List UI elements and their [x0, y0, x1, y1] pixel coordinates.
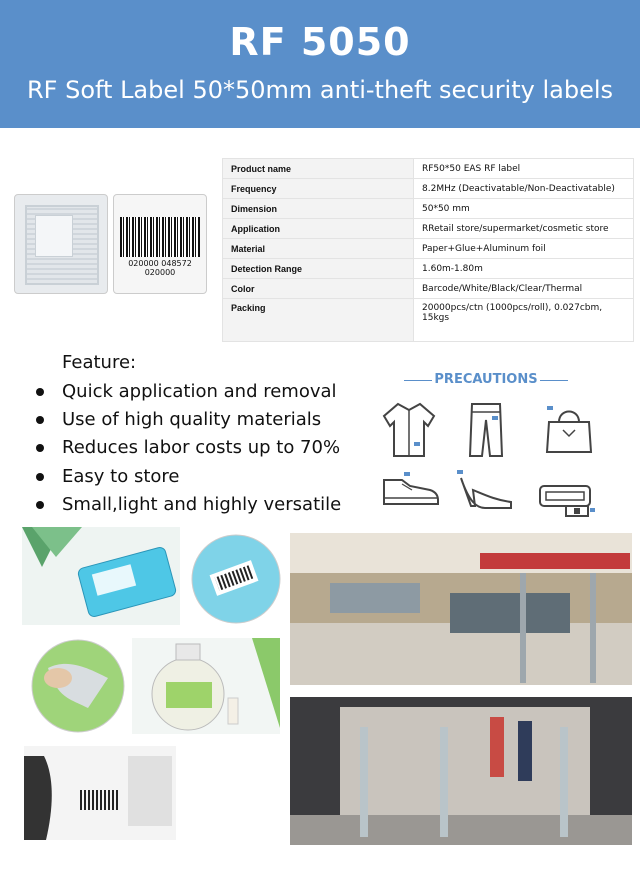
bullet-icon [36, 388, 44, 396]
spec-key: Application [223, 219, 414, 239]
feature-text: Reduces labor costs up to 70% [62, 437, 341, 458]
supermarket-checkout-photo [290, 533, 632, 685]
spec-row [223, 219, 634, 239]
handbag-icon [543, 404, 595, 456]
spec-row [223, 159, 634, 179]
cosmetics-bottle-photo [132, 638, 280, 734]
page-title: RF 5050 [229, 20, 411, 64]
spec-value: RRetail store/supermarket/cosmetic store [414, 219, 634, 239]
high-heel-icon [455, 468, 515, 512]
feature-item [36, 409, 321, 430]
feature-text: Small,light and highly versatile [62, 494, 342, 515]
spec-value: RF50*50 EAS RF label [414, 159, 634, 179]
bottle-label-closeup [190, 533, 282, 625]
feature-title: Feature: [62, 352, 137, 373]
spec-key: Dimension [223, 199, 414, 219]
pants-icon [466, 400, 506, 460]
feature-item [36, 466, 179, 487]
spec-value: 20000pcs/ctn (1000pcs/roll), 0.027cbm, 15kgs [414, 299, 634, 342]
spec-key: Detection Range [223, 259, 414, 279]
perfume-bottle-photo [22, 527, 180, 625]
spec-value: 8.2MHz (Deactivatable/Non-Deactivatable) [414, 179, 634, 199]
spec-row [223, 239, 634, 259]
precautions-title: PRECAUTIONS [404, 372, 568, 387]
feature-text: Easy to store [62, 466, 180, 487]
spec-row [223, 299, 634, 342]
store-entrance-photo [290, 697, 632, 845]
spec-row [223, 259, 634, 279]
feature-item [36, 494, 341, 515]
spec-key: Color [223, 279, 414, 299]
spec-row [223, 199, 634, 219]
sneaker-icon [380, 468, 440, 508]
feature-item [36, 381, 337, 402]
feature-item [36, 437, 340, 458]
feature-text: Quick application and removal [62, 381, 337, 402]
bullet-icon [36, 444, 44, 452]
spec-value: Barcode/White/Black/Clear/Thermal [414, 279, 634, 299]
rf-label-image [14, 194, 108, 294]
spec-table [222, 158, 634, 342]
header-banner [0, 0, 640, 128]
bullet-icon [36, 473, 44, 481]
peel-label-closeup [28, 638, 128, 734]
barcode-label-image [113, 194, 207, 294]
barcode-number: 020000 048572 020000 [128, 259, 192, 277]
spec-key: Material [223, 239, 414, 259]
shirt-icon [380, 400, 438, 460]
spec-value: 1.60m-1.80m [414, 259, 634, 279]
page-subtitle: RF Soft Label 50*50mm anti-theft security labels [26, 76, 614, 104]
barcode-graphic [120, 217, 200, 257]
feature-text: Use of high quality materials [62, 409, 322, 430]
spec-value: Paper+Glue+Aluminum foil [414, 239, 634, 259]
spec-key: Product name [223, 159, 414, 179]
spec-value: 50*50 mm [414, 199, 634, 219]
spec-row [223, 179, 634, 199]
bullet-icon [36, 416, 44, 424]
book-barcode-photo [24, 746, 176, 840]
spec-key: Frequency [223, 179, 414, 199]
spec-key: Packing [223, 299, 414, 342]
belt-icon [536, 478, 596, 522]
spec-row [223, 279, 634, 299]
bullet-icon [36, 501, 44, 509]
